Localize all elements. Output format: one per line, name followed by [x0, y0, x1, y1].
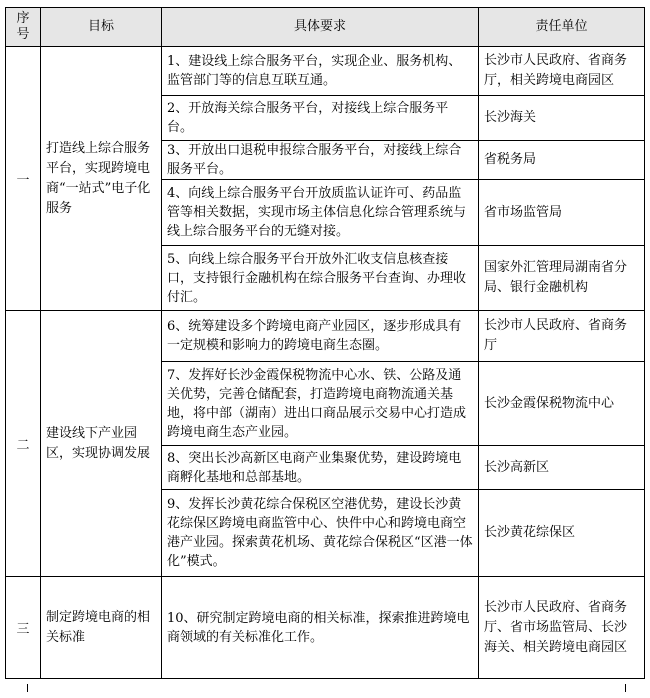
table-row: [6, 577, 645, 679]
table-row: [6, 47, 645, 96]
requirements-table: [5, 7, 645, 679]
requirement-cell: 6、统筹建设多个跨境电商产业园区，逐步形成具有一定规模和影响力的跨境电商生态圈。: [162, 311, 479, 362]
unit-cell: 长沙高新区: [479, 446, 645, 490]
requirement-cell: 5、向线上综合服务平台开放外汇收支信息核查接口，支持银行金融机构在综合服务平台查询、办理收付汇。: [162, 246, 479, 311]
group-goal: 建设线下产业园区，实现协调发展: [41, 311, 162, 577]
header-requirement: 具体要求: [162, 8, 479, 47]
header-seq: 序号: [6, 8, 41, 47]
group-seq: 二: [6, 311, 41, 577]
unit-cell: 长沙金霞保税物流中心: [479, 362, 645, 446]
requirement-cell: 8、突出长沙高新区电商产业集聚优势，建设跨境电商孵化基地和总部基地。: [162, 446, 479, 490]
group-seq: 一: [6, 47, 41, 311]
page-corner-mark-right: [625, 684, 634, 692]
unit-cell: 长沙市人民政府、省商务厅: [479, 311, 645, 362]
requirement-cell: 9、发挥长沙黄花综合保税区空港优势，建设长沙黄花综保区跨境电商监管中心、快件中心和跨境电商空港产业园。探索黄花机场、黄花综合保税区“区港一体化”模式。: [162, 490, 479, 577]
header-row: [6, 8, 645, 47]
unit-cell: 省市场监管局: [479, 180, 645, 246]
unit-cell: 长沙黄花综保区: [479, 490, 645, 577]
requirement-cell: 10、研究制定跨境电商的相关标准，探索推进跨境电商领域的有关标准化工作。: [162, 577, 479, 679]
requirement-cell: 3、开放出口退税申报综合服务平台，对接线上综合服务平台。: [162, 141, 479, 180]
unit-cell: 国家外汇管理局湖南省分局、银行金融机构: [479, 246, 645, 311]
group-goal: 打造线上综合服务平台，实现跨境电商“一站式”电子化服务: [41, 47, 162, 311]
header-goal: 目标: [41, 8, 162, 47]
group-goal: 制定跨境电商的相关标准: [41, 577, 162, 679]
header-unit: 责任单位: [479, 8, 645, 47]
page-corner-mark-left: [19, 684, 28, 692]
unit-cell: 长沙市人民政府、省商务厅，相关跨境电商园区: [479, 47, 645, 96]
table-row: [6, 311, 645, 362]
unit-cell: 长沙海关: [479, 96, 645, 141]
requirement-cell: 1、建设线上综合服务平台，实现企业、服务机构、监管部门等的信息互联互通。: [162, 47, 479, 96]
unit-cell: 长沙市人民政府、省商务厅、省市场监管局、长沙海关、相关跨境电商园区: [479, 577, 645, 679]
group-seq: 三: [6, 577, 41, 679]
requirement-cell: 4、向线上综合服务平台开放质监认证许可、药品监管等相关数据，实现市场主体信息化综合管理系统与线上综合服务平台的无缝对接。: [162, 180, 479, 246]
unit-cell: 省税务局: [479, 141, 645, 180]
requirement-cell: 2、开放海关综合服务平台，对接线上综合服务平台。: [162, 96, 479, 141]
requirement-cell: 7、发挥好长沙金霞保税物流中心水、铁、公路及通关优势，完善仓储配套，打造跨境电商物流通关基地，将中部（湖南）进出口商品展示交易中心打造成跨境电商生态产业园。: [162, 362, 479, 446]
